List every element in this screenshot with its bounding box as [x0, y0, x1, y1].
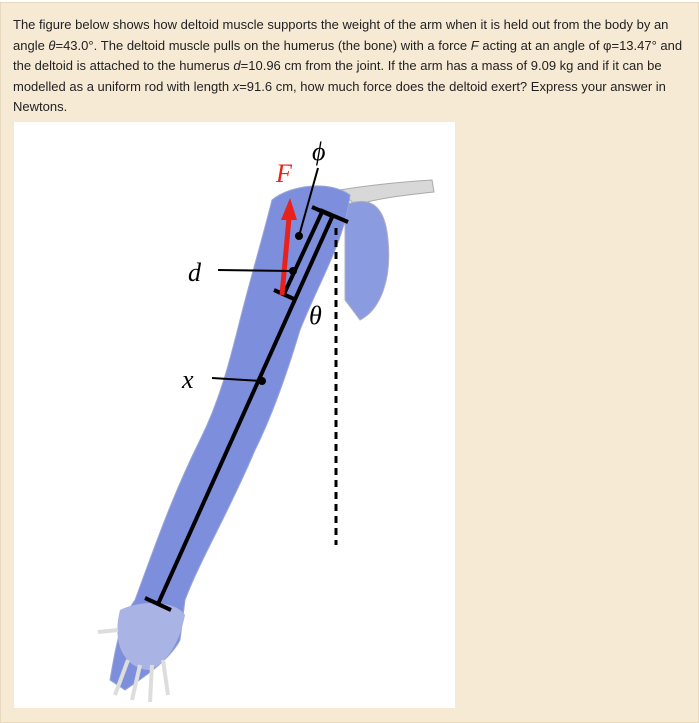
scapula-muscle-shape — [345, 201, 389, 320]
question-part: =91.6 cm, how much force does the deltoid exert? Express your answer in Newtons. — [13, 78, 666, 114]
phi-point — [295, 232, 303, 240]
d-symbol: d — [233, 58, 241, 73]
question-part: =10.96 cm from the joint. If the arm has a mass of 9.09 kg and if it can be modelled as a uniform rod with length — [13, 58, 662, 94]
d-pointer — [218, 270, 293, 271]
question-part: The figure below shows how deltoid muscle supports the weight of the arm when it is held out from the body by an angle — [13, 17, 669, 53]
label-d: d — [188, 258, 201, 287]
humerus-line — [158, 215, 333, 604]
label-x: x — [182, 365, 194, 394]
label-theta: θ — [309, 301, 322, 330]
x-symbol: x — [232, 78, 240, 94]
question-part: acting at an angle of φ=13.47° and the deltoid is attached to the humerus — [13, 37, 683, 73]
d-point — [289, 267, 297, 275]
x-point — [258, 377, 266, 385]
label-F: F — [276, 159, 292, 188]
question-part: =43.0°. The deltoid muscle pulls on the humerus (the bone) with a force — [55, 37, 471, 53]
theta-symbol: θ — [48, 37, 56, 53]
force-symbol: F — [470, 37, 479, 53]
clavicle-shape — [340, 180, 434, 205]
label-phi: ϕ — [312, 137, 326, 166]
